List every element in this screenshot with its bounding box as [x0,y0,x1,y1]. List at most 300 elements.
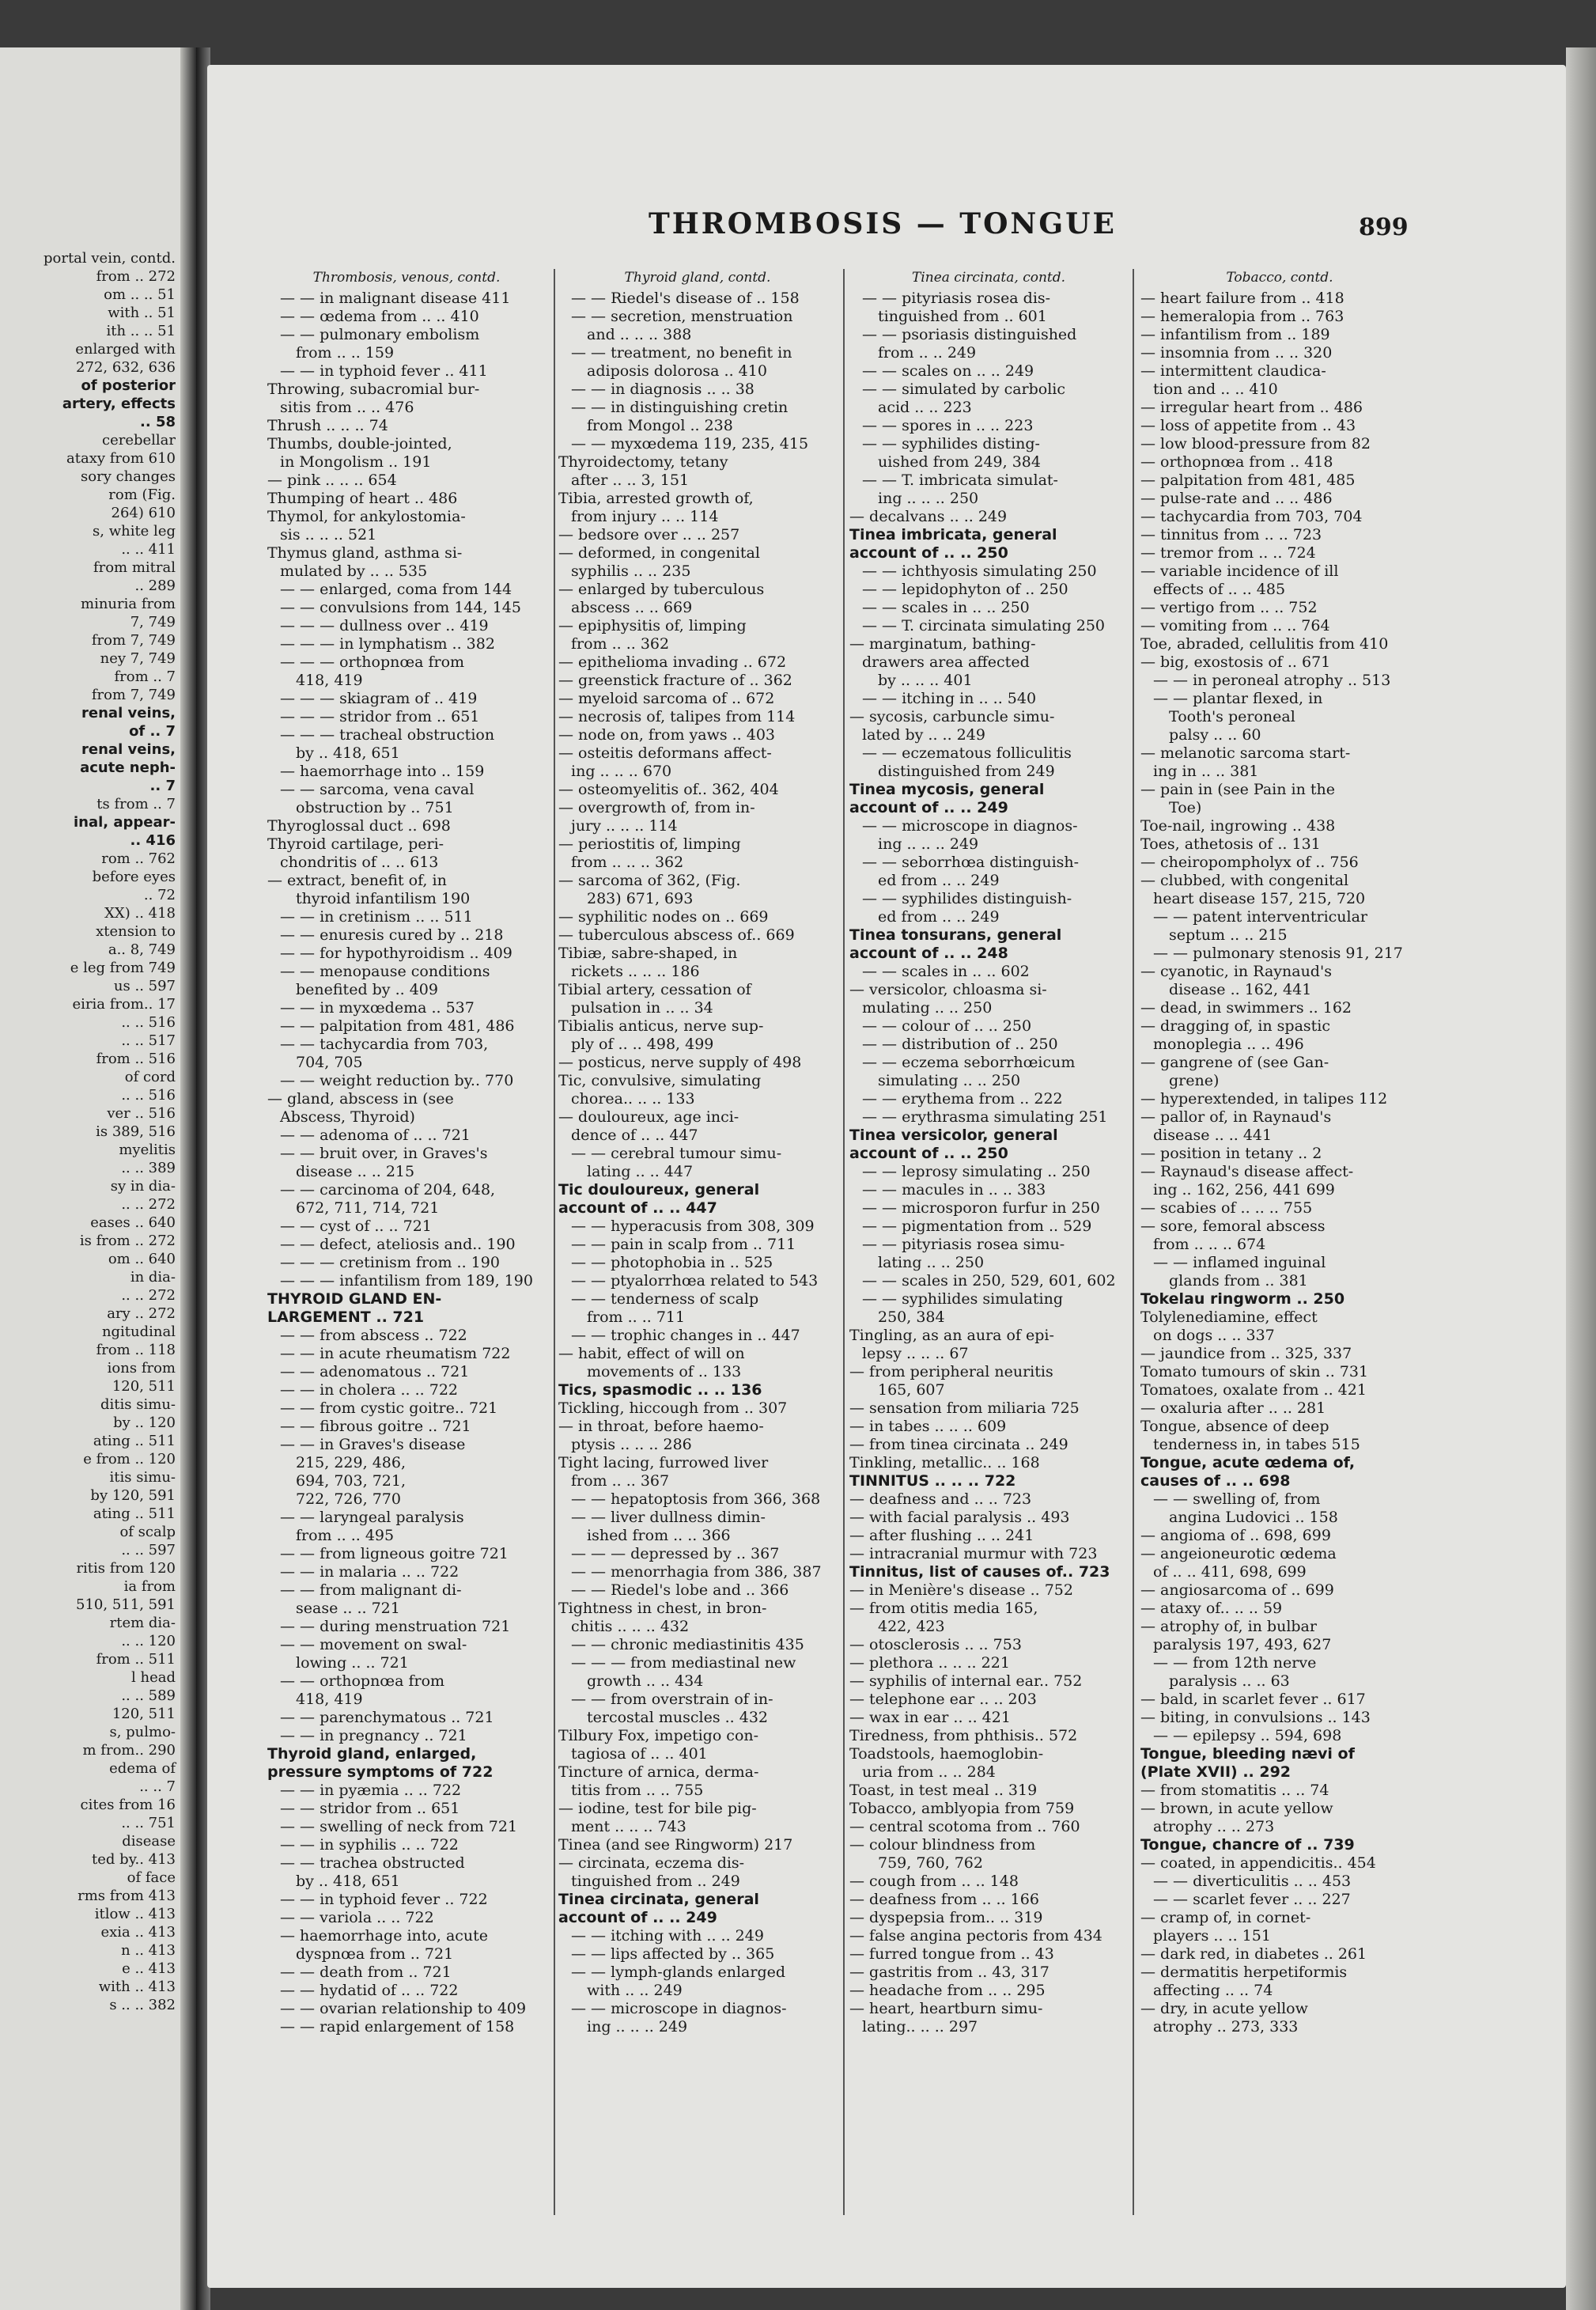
facing-page-index-lines [0,249,180,2014]
index-entry: — — pulmonary stenosis 91, 217 [1153,945,1403,962]
index-heading-entry: Tic douloureux, general [558,1181,760,1199]
index-entry: — iodine, test for bile pig- [558,1800,757,1817]
index-entry: 165, 607 [878,1381,945,1399]
index-entry: — deformed, in congenital [558,544,760,562]
index-entry: — — ichthyosis simulating 250 [862,562,1097,580]
index-entry: — — hydatid of .. .. 722 [280,1982,459,1999]
facing-index-line: edema of [109,1760,176,1777]
facing-index-line: 264) 610 [111,505,176,521]
facing-index-line: .. 72 [143,887,176,903]
index-entry: Tooth's peroneal [1169,708,1295,725]
index-entry: — position in tetany .. 2 [1140,1145,1322,1162]
index-entry: — — liver dullness dimin- [571,1509,766,1526]
index-entry: — angeioneurotic œdema [1140,1545,1337,1562]
index-entry: — — tachycardia from 703, [280,1036,489,1053]
index-entry: — marginatum, bathing- [849,635,1036,653]
index-entry: — — hepatoptosis from 366, 368 [571,1490,821,1508]
index-entry: — after flushing .. .. 241 [849,1527,1034,1544]
index-entry: — — syphilides distinguish- [862,890,1072,907]
index-entry: — — plantar flexed, in [1153,690,1323,707]
index-entry: Tomato tumours of skin .. 731 [1140,1363,1369,1380]
index-entry: — telephone ear .. .. 203 [849,1691,1037,1708]
index-entry: — — leprosy simulating .. 250 [862,1163,1091,1180]
facing-index-line: with .. 51 [108,305,176,321]
index-entry: Tight lacing, furrowed liver [558,1454,769,1471]
index-entry: — — palpitation from 481, 486 [280,1017,515,1035]
index-entry: — haemorrhage into .. 159 [280,763,485,780]
index-entry: by .. 418, 651 [296,744,400,762]
index-entry: — overgrowth of, from in- [558,799,755,816]
index-entry: Tinkling, metallic.. .. 168 [849,1454,1040,1471]
page-title: THROMBOSIS — TONGUE [649,207,1117,240]
facing-index-line: us .. 597 [113,978,176,994]
index-entry: atrophy .. .. 273 [1153,1818,1275,1835]
facing-index-line: rms from 413 [78,1888,176,1904]
index-entry: — heart, heartburn simu- [849,2000,1043,2017]
index-entry: Thumping of heart .. 486 [267,490,458,507]
index-entry: — — bruit over, in Graves's [280,1145,488,1162]
index-entry: chorea.. .. .. 133 [571,1090,695,1108]
index-heading-entry: Tongue, chancre of .. 739 [1140,1836,1355,1854]
index-entry: — — from abscess .. 722 [280,1327,467,1344]
index-entry: — syphilitic nodes on .. 669 [558,908,769,926]
index-entry: — from tinea circinata .. 249 [849,1436,1068,1453]
facing-index-line: from .. 7 [114,668,176,685]
index-entry: ment .. .. .. 743 [571,1818,686,1835]
facing-index-line: .. 7 [149,778,176,794]
index-entry: — cheiropompholyx of .. 756 [1140,854,1359,871]
facing-index-line: ngitudinal [101,1324,176,1340]
index-entry: — — scales in .. .. 602 [862,963,1030,980]
facing-index-line: from .. 516 [96,1051,176,1067]
index-entry: grene) [1169,1072,1220,1089]
index-entry: 759, 760, 762 [878,1854,983,1872]
facing-index-line: ia from [123,1578,176,1595]
index-entry: — gastritis from .. 43, 317 [849,1964,1050,1981]
index-entry: — — in distinguishing cretin [571,399,789,416]
index-entry: rickets .. .. .. 186 [571,963,700,980]
index-entry: — angioma of .. 698, 699 [1140,1527,1331,1544]
index-entry: septum .. .. 215 [1169,926,1288,944]
index-entry: — — trophic changes in .. 447 [571,1327,800,1344]
index-entry: Thyroglossal duct .. 698 [267,817,451,835]
index-entry: — periostitis of, limping [558,835,741,853]
index-heading-entry: account of .. .. 249 [558,1909,717,1926]
index-entry: — extract, benefit of, in [267,872,447,889]
index-entry: Thymol, for ankylostomia- [267,508,466,525]
index-entry: — ataxy of.. .. .. 59 [1140,1600,1283,1617]
index-entry: — — pigmentation from .. 529 [862,1217,1092,1235]
index-entry: on dogs .. .. 337 [1153,1327,1275,1344]
index-entry: — — microscope in diagnos- [571,2000,787,2017]
index-heading-entry: causes of .. .. 698 [1140,1472,1291,1490]
index-entry: movements of .. 133 [587,1363,742,1380]
index-entry: — intermittent claudica- [1140,362,1326,380]
index-entry: Tibialis anticus, nerve sup- [558,1017,764,1035]
index-entry: monoplegia .. .. 496 [1153,1036,1304,1053]
facing-index-line: .. .. 597 [121,1542,176,1558]
facing-index-line: XX) .. 418 [104,905,176,922]
index-entry: after .. .. 3, 151 [571,471,690,489]
index-entry: 672, 711, 714, 721 [296,1199,440,1217]
index-entry: — — erythrasma simulating 251 [862,1108,1108,1126]
index-entry: lepsy .. .. .. 67 [862,1345,969,1362]
index-entry: mulated by .. .. 535 [280,562,428,580]
index-entry: simulating .. .. 250 [878,1072,1021,1089]
index-heading-entry: THYROID GLAND EN- [267,1290,442,1308]
index-entry: Toadstools, haemoglobin- [849,1745,1044,1763]
index-entry: from .. .. 495 [296,1527,395,1544]
index-entry: lating .. .. 250 [878,1254,985,1271]
index-entry: Toast, in test meal .. 319 [849,1782,1038,1799]
index-entry: — central scotoma from .. 760 [849,1818,1080,1835]
index-entry: — coated, in appendicitis.. 454 [1140,1854,1376,1872]
facing-index-line: ditis simu- [100,1396,176,1413]
index-entry: Toe-nail, ingrowing .. 438 [1140,817,1336,835]
index-entry: — — in acute rheumatism 722 [280,1345,511,1362]
index-entry: tinguished from .. 601 [878,308,1047,325]
facing-index-line: of cord [124,1069,176,1085]
index-entry: uria from .. .. 284 [862,1763,996,1781]
facing-index-line: s .. .. 382 [109,1997,176,2013]
index-entry: Tilbury Fox, impetigo con- [558,1727,759,1744]
index-entry: — — pain in scalp from .. 711 [571,1236,796,1253]
index-entry: — — — dullness over .. 419 [280,617,489,634]
index-entry: — — adenomatous .. 721 [280,1363,470,1380]
index-entry: — colour blindness from [849,1836,1036,1854]
index-heading-entry: account of .. .. 250 [849,1145,1008,1162]
index-heading-entry: Tongue, bleeding nævi of [1140,1745,1355,1763]
index-entry: — — stridor from .. 651 [280,1800,460,1817]
index-entry: obstruction by .. 751 [296,799,454,816]
index-entry: — douloureux, age inci- [558,1108,739,1126]
index-entry: Tingling, as an aura of epi- [849,1327,1054,1344]
index-entry: Tibiæ, sabre-shaped, in [558,945,738,962]
index-entry: Tightness in chest, in bron- [558,1600,767,1617]
index-entry: — dragging of, in spastic [1140,1017,1331,1035]
index-entry: — — — depressed by .. 367 [571,1545,780,1562]
index-entry: — hemeralopia from .. 763 [1140,308,1344,325]
index-heading-entry: Tinea tonsurans, general [849,926,1062,944]
facing-index-line: from .. 118 [96,1342,176,1358]
index-entry: — dyspepsia from.. .. 319 [849,1909,1043,1926]
facing-index-line: ating .. 511 [93,1433,176,1449]
index-heading-entry: Tinnitus, list of causes of.. 723 [849,1563,1110,1581]
index-entry: tagiosa of .. .. 401 [571,1745,708,1763]
facing-index-line: ted by.. 413 [92,1851,176,1868]
index-entry: — — orthopnœa from [280,1672,445,1690]
index-entry: from .. .. 367 [571,1472,670,1490]
index-entry: Thyroid cartilage, peri- [267,835,444,853]
index-entry: — pulse-rate and .. .. 486 [1140,490,1333,507]
index-entry: lating .. .. 447 [587,1163,694,1180]
index-entry: — — from ligneous goitre 721 [280,1545,509,1562]
index-entry: — — carcinoma of 204, 648, [280,1181,496,1199]
facing-index-line: eiria from.. 17 [72,996,176,1013]
facing-index-line: ith .. .. 51 [106,323,176,339]
index-entry: chitis .. .. .. 432 [571,1618,690,1635]
index-entry: — — myxœdema 119, 235, 415 [571,435,809,453]
index-heading-entry: Tongue, acute œdema of, [1140,1454,1356,1471]
index-entry: — cramp of, in cornet- [1140,1909,1311,1926]
index-entry: — — scarlet fever .. .. 227 [1153,1891,1351,1908]
index-heading-entry: account of .. .. 447 [558,1199,717,1217]
index-entry: dyspnœa from .. 721 [296,1945,454,1963]
index-entry: — enlarged by tuberculous [558,581,765,598]
index-entry: — versicolor, chloasma si- [849,981,1047,998]
index-entry: — — Riedel's lobe and .. 366 [571,1581,789,1599]
index-entry: — oxaluria after .. .. 281 [1140,1399,1326,1417]
index-entry: — epiphysitis of, limping [558,617,747,634]
index-heading-entry: Tinea mycosis, general [849,781,1045,798]
column-divider [843,269,845,2215]
facing-index-line: .. .. 411 [121,541,176,558]
index-entry: Tickling, hiccough from .. 307 [558,1399,788,1417]
index-entry: — — distribution of .. 250 [862,1036,1058,1053]
index-heading-entry: Thyroid gland, enlarged, [267,1745,477,1763]
index-entry: — melanotic sarcoma start- [1140,744,1351,762]
index-entry: — — from overstrain of in- [571,1691,773,1708]
facing-index-line: ataxy from 610 [66,450,176,467]
index-entry: ing .. 162, 256, 441 699 [1153,1181,1335,1199]
index-entry: lowing .. .. 721 [296,1654,409,1672]
index-entry: 283) 671, 693 [587,890,694,907]
facing-index-line: xtension to [96,923,176,940]
index-entry: from .. .. 249 [878,344,977,362]
index-entry: 250, 384 [878,1308,945,1326]
index-entry: — angiosarcoma of .. 699 [1140,1581,1334,1599]
facing-index-line: from 7, 749 [91,632,176,649]
facing-index-line: artery, effects [62,396,176,412]
facing-index-line: e leg from 749 [70,960,176,976]
facing-index-line: renal veins, [81,741,176,758]
index-entry: — vertigo from .. .. 752 [1140,599,1318,616]
index-entry: — dead, in swimmers .. 162 [1140,999,1352,1017]
index-entry: — variable incidence of ill [1140,562,1339,580]
index-entry: — — lips affected by .. 365 [571,1945,775,1963]
index-entry: — — chronic mediastinitis 435 [571,1636,804,1653]
index-entry: — — in diagnosis .. .. 38 [571,381,755,398]
facing-index-line: of posterior [81,377,176,394]
index-entry: — — ptyalorrhœa related to 543 [571,1272,819,1289]
facing-index-line: from .. 272 [96,268,176,285]
facing-index-line: of .. 7 [129,723,176,740]
index-entry: Tongue, absence of deep [1140,1418,1329,1435]
index-entry: — irregular heart from .. 486 [1140,399,1363,416]
index-entry: — — — from mediastinal new [571,1654,796,1672]
facing-index-line: a.. 8, 749 [108,941,176,958]
index-heading-entry: account of .. .. 250 [849,544,1008,562]
facing-index-line: .. .. 272 [121,1287,176,1304]
index-heading-entry: Tinea imbricata, general [849,526,1057,543]
index-entry: ed from .. .. 249 [878,908,1000,926]
facing-index-line: .. .. 516 [121,1014,176,1031]
facing-index-line: portal vein, contd. [43,250,176,267]
index-heading-entry: account of .. .. 248 [849,945,1008,962]
index-entry: — — patent interventricular [1153,908,1368,926]
facing-page-fragment [0,47,196,2310]
facing-index-line: ary .. 272 [107,1305,176,1322]
index-entry: — — syphilides simulating [862,1290,1063,1308]
index-entry: — tuberculous abscess of.. 669 [558,926,795,944]
facing-index-line: .. .. 517 [121,1032,176,1049]
facing-index-line: rom (Fig. [108,487,176,503]
index-entry: — — cerebral tumour simu- [571,1145,782,1162]
index-entry: — — trachea obstructed [280,1854,465,1872]
index-column-2 [558,269,837,2036]
index-entry: — intracranial murmur with 723 [849,1545,1098,1562]
index-entry: in Mongolism .. 191 [280,453,432,471]
index-entry: — — swelling of neck from 721 [280,1818,518,1835]
index-entry: — osteomyelitis of.. 362, 404 [558,781,779,798]
index-entry: — plethora .. .. .. 221 [849,1654,1010,1672]
index-entry: — — scales in .. .. 250 [862,599,1030,616]
facing-index-line: s, pulmo- [109,1724,176,1740]
index-entry: tercostal muscles .. 432 [587,1709,769,1726]
facing-index-line: 510, 511, 591 [76,1596,176,1613]
index-entry: — — fibrous goitre .. 721 [280,1418,471,1435]
index-entry: — — œdema from .. .. 410 [280,308,479,325]
index-entry: dence of .. .. 447 [571,1127,698,1144]
index-entry: — tachycardia from 703, 704 [1140,508,1363,525]
index-entry: — — treatment, no benefit in [571,344,792,362]
index-entry: — — enuresis cured by .. 218 [280,926,504,944]
index-entry: Tic, convulsive, simulating [558,1072,762,1089]
column-continuation-heading: Tobacco, contd. [1226,270,1333,286]
index-entry: — — adenoma of .. .. 721 [280,1127,471,1144]
index-heading-entry: Tics, spasmodic .. .. 136 [558,1381,762,1399]
index-entry: ing in .. .. 381 [1153,763,1259,780]
index-column-3 [849,269,1128,2036]
facing-index-line: from mitral [93,559,176,576]
index-entry: — — in myxœdema .. 537 [280,999,475,1017]
index-entry: — deafness and .. .. 723 [849,1490,1032,1508]
index-entry: — — — infantilism from 189, 190 [280,1272,533,1289]
index-entry: — — sarcoma, vena caval [280,781,475,798]
index-entry: — — in malaria .. .. 722 [280,1563,460,1581]
index-entry: — myeloid sarcoma of .. 672 [558,690,775,707]
index-entry: — pallor of, in Raynaud's [1140,1108,1332,1126]
index-entry: Tobacco, amblyopia from 759 [849,1800,1075,1817]
index-entry: — — seborrhœa distinguish- [862,854,1080,871]
index-entry: — — T. circinata simulating 250 [862,617,1106,634]
index-heading-entry: account of .. .. 249 [849,799,1008,816]
index-entry: by .. .. .. 401 [878,672,973,689]
index-entry: sis .. .. .. 521 [280,526,377,543]
index-entry: 694, 703, 721, [296,1472,406,1490]
index-entry: — — photophobia in .. 525 [571,1254,773,1271]
index-entry: Tibia, arrested growth of, [558,490,754,507]
column-continuation-heading: Thyroid gland, contd. [624,270,771,286]
index-entry: — — tenderness of scalp [571,1290,759,1308]
index-entry: — — eczematous folliculitis [862,744,1072,762]
index-entry: ply of .. .. 498, 499 [571,1036,714,1053]
index-entry: Thyroidectomy, tetany [558,453,728,471]
index-entry: — — itching with .. .. 249 [571,1927,764,1945]
index-entry: — — menorrhagia from 386, 387 [571,1563,822,1581]
index-entry: paralysis .. .. 63 [1169,1672,1290,1690]
facing-index-line: before eyes [92,869,176,885]
index-entry: — wax in ear .. .. 421 [849,1709,1011,1726]
index-entry: pulsation in .. .. 34 [571,999,713,1017]
index-entry: 215, 229, 486, [296,1454,406,1471]
index-entry: adiposis dolorosa .. 410 [587,362,767,380]
index-entry: — low blood-pressure from 82 [1140,435,1371,453]
index-entry: — — T. imbricata simulat- [862,471,1058,489]
index-entry: affecting .. .. 74 [1153,1982,1273,1999]
index-heading-entry: (Plate XVII) .. 292 [1140,1763,1292,1781]
facing-index-line: acute neph- [80,759,176,776]
index-entry: — brown, in acute yellow [1140,1800,1333,1817]
index-entry: — — microsporon furfur in 250 [862,1199,1100,1217]
facing-index-line: .. .. 516 [121,1087,176,1104]
index-entry: — bald, in scarlet fever .. 617 [1140,1691,1366,1708]
index-entry: — from peripheral neuritis [849,1363,1053,1380]
index-column-4 [1140,269,1419,2036]
index-entry: — from stomatitis .. .. 74 [1140,1782,1329,1799]
index-entry: uished from 249, 384 [878,453,1041,471]
facing-index-line: exia .. 413 [100,1924,176,1941]
index-entry: — greenstick fracture of .. 362 [558,672,792,689]
facing-index-line: e from .. 120 [83,1451,176,1467]
index-entry: and .. .. .. 388 [587,326,692,343]
index-entry: from .. .. 711 [587,1308,686,1326]
facing-index-line: ts from .. 7 [96,796,176,812]
index-entry: Thumbs, double-jointed, [267,435,452,453]
facing-index-line: .. .. 389 [121,1160,176,1176]
facing-index-line: ating .. 511 [93,1505,176,1522]
index-entry: 722, 726, 770 [296,1490,401,1508]
index-entry: Tomatoes, oxalate from .. 421 [1140,1381,1367,1399]
facing-index-line: from .. 511 [96,1651,176,1668]
index-entry: — biting, in convulsions .. 143 [1140,1709,1371,1726]
index-entry: ptysis .. .. .. 286 [571,1436,692,1453]
index-entry: — — in pyæmia .. .. 722 [280,1782,462,1799]
index-entry: — — — in lymphatism .. 382 [280,635,495,653]
facing-index-line: rtem dia- [109,1615,176,1631]
index-entry: 422, 423 [878,1618,945,1635]
index-entry: — — pityriasis rosea dis- [862,290,1051,307]
index-entry: — — during menstruation 721 [280,1618,511,1635]
index-entry: — — ovarian relationship to 409 [280,2000,527,2017]
index-entry: — loss of appetite from .. 43 [1140,417,1356,434]
index-entry: Thrush .. .. .. 74 [267,417,388,434]
index-entry: from injury .. .. 114 [571,508,719,525]
index-entry: — pink .. .. .. 654 [267,471,397,489]
column-divider [554,269,555,2215]
index-entry: — scabies of .. .. .. 755 [1140,1199,1313,1217]
index-entry: — haemorrhage into, acute [280,1927,489,1945]
facing-index-line: disease [122,1833,176,1850]
page-edge [1566,47,1596,2310]
facing-index-line: .. 58 [140,414,176,430]
index-entry: — false angina pectoris from 434 [849,1927,1102,1945]
index-entry: — — syphilides disting- [862,435,1040,453]
index-entry: — — in malignant disease 411 [280,290,511,307]
facing-index-line: rom .. 762 [101,850,176,867]
facing-index-line: 120, 511 [112,1706,176,1722]
index-entry: — habit, effect of will on [558,1345,745,1362]
index-entry: — orthopnœa from .. 418 [1140,453,1333,471]
index-entry: heart disease 157, 215, 720 [1153,890,1366,907]
facing-index-line: itlow .. 413 [94,1906,176,1922]
index-entry: — — defect, ateliosis and.. 190 [280,1236,516,1253]
index-entry: — in Menière's disease .. 752 [849,1581,1073,1599]
index-heading-entry: Tokelau ringworm .. 250 [1140,1290,1345,1308]
index-entry: — atrophy of, in bulbar [1140,1618,1317,1635]
index-entry: ed from .. .. 249 [878,872,1000,889]
index-entry: Thymus gland, asthma si- [267,544,463,562]
